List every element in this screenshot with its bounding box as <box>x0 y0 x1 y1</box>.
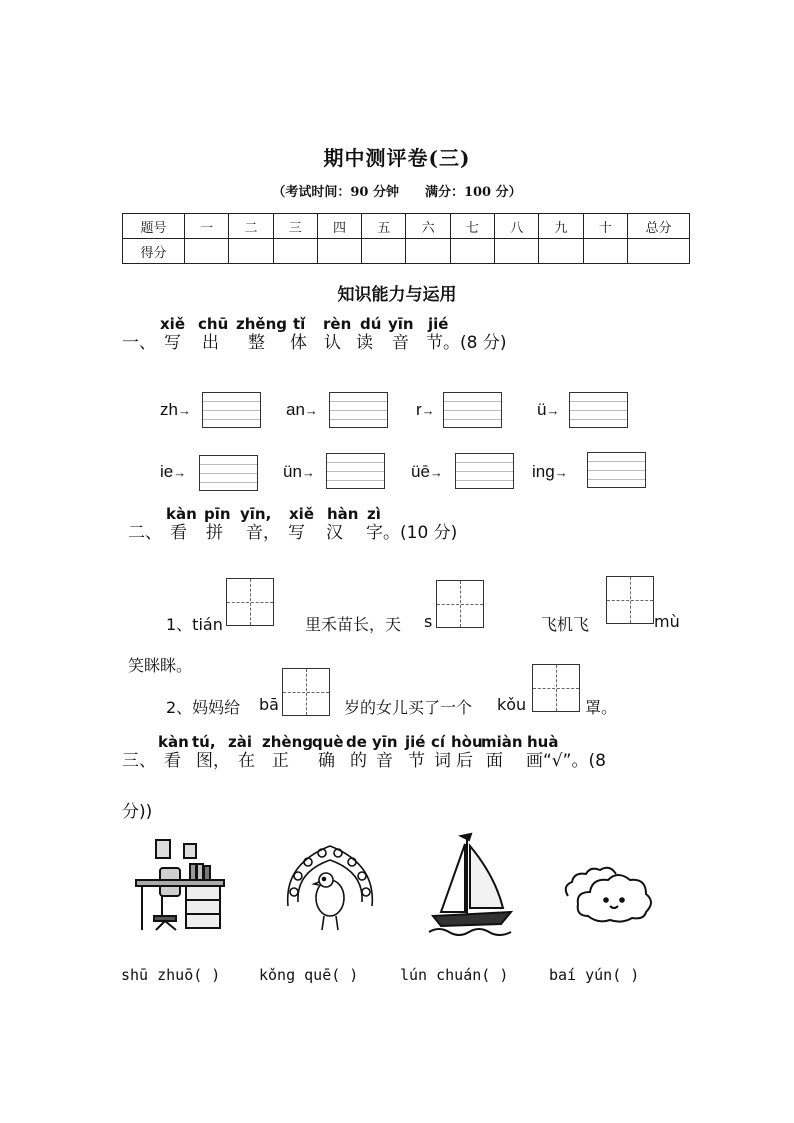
score-header-cell: 九 <box>539 214 583 239</box>
score-header-cell: 十 <box>583 214 627 239</box>
question-char: 字。(10 分) <box>366 523 458 543</box>
score-cell[interactable] <box>450 239 494 264</box>
question-number: 三、 <box>122 751 156 771</box>
writing-box[interactable] <box>455 453 514 489</box>
arrow-icon: → <box>429 464 443 480</box>
question-char: 拼 <box>206 523 223 543</box>
sailboat-illustration <box>425 832 515 940</box>
arrow-icon: → <box>173 464 187 480</box>
q2-line1-part-c: s <box>424 612 433 631</box>
question-char: 在 <box>238 751 255 771</box>
question-char: 节。(8 分) <box>426 333 507 353</box>
pinyin-syllable: pīn <box>204 505 231 523</box>
score-cell[interactable] <box>495 239 539 264</box>
question-char: 图， <box>196 751 230 771</box>
question-char: 的 <box>350 751 367 771</box>
pinyin-syllable: hàn <box>327 505 359 523</box>
writing-box[interactable] <box>443 392 502 428</box>
item-text: zh <box>160 400 178 419</box>
question-char: 正 <box>272 751 289 771</box>
pinyin-syllable: xiě <box>289 505 314 523</box>
exam-time: （考试时间：90 分钟 <box>272 185 399 200</box>
q2-line1-part-e: mù <box>654 612 680 631</box>
char-grid-box[interactable] <box>436 580 484 628</box>
pinyin-syllable: què <box>312 733 344 751</box>
desk-illustration <box>132 836 228 936</box>
page-title: 期中测评卷(三) <box>323 146 471 170</box>
question-char: 画“√”。(8 <box>526 751 606 771</box>
answer-label-ship[interactable]: lún chuán( ) <box>400 966 509 984</box>
question-char: 读 <box>356 333 373 353</box>
question-char: 整 <box>248 333 265 353</box>
pinyin-syllable: tú, <box>192 733 216 751</box>
item-text: üē <box>411 462 430 481</box>
writing-box[interactable] <box>587 452 646 488</box>
pinyin-syllable: yīn <box>388 315 414 333</box>
item-text: ie <box>160 462 174 481</box>
score-cell[interactable] <box>583 239 627 264</box>
answer-label-peacock[interactable]: kǒng quē( ) <box>259 966 359 984</box>
pinyin-syllable: kàn <box>158 733 189 751</box>
q2-line2-part-a: 2、妈妈给 <box>166 698 241 717</box>
item-text: ü <box>537 400 547 419</box>
section-heading: 知识能力与运用 <box>337 285 457 305</box>
question-number: 二、 <box>128 523 162 543</box>
peacock-illustration <box>280 836 380 936</box>
question-char: 写 <box>288 523 305 543</box>
q1-item-label <box>160 400 191 420</box>
q1-item-label <box>537 400 559 420</box>
score-header-cell: 题号 <box>123 214 185 239</box>
pinyin-syllable: cí <box>431 733 446 751</box>
score-header-cell: 三 <box>273 214 317 239</box>
item-text: ün <box>283 462 302 481</box>
arrow-icon: → <box>421 402 435 418</box>
question-char: 音， <box>246 523 280 543</box>
question-char: 体 <box>290 333 307 353</box>
exam-subtitle <box>0 181 794 200</box>
writing-box[interactable] <box>569 392 628 428</box>
score-cell[interactable] <box>273 239 317 264</box>
writing-box[interactable] <box>326 453 385 489</box>
answer-label-cloud[interactable]: baí yún( ) <box>549 966 640 984</box>
writing-box[interactable] <box>199 455 258 491</box>
pinyin-syllable: kàn <box>166 505 197 523</box>
pinyin-syllable: miàn <box>481 733 523 751</box>
question-char: 确 <box>318 751 335 771</box>
pinyin-syllable: chū <box>198 315 229 333</box>
q1-item-label <box>283 462 315 482</box>
q1-item-label <box>160 462 186 482</box>
question-char: 认 <box>324 333 341 353</box>
item-text: an <box>286 400 305 419</box>
arrow-icon: → <box>301 464 315 480</box>
score-cell[interactable] <box>628 239 690 264</box>
pinyin-syllable: tǐ <box>293 315 306 333</box>
pinyin-syllable: hòu <box>451 733 483 751</box>
pinyin-syllable: yīn <box>372 733 398 751</box>
cloud-illustration <box>560 862 656 928</box>
q2-line1-part-b: 里禾苗长，天 <box>305 615 402 634</box>
pinyin-syllable: jié <box>428 315 449 333</box>
q2-line2-part-c: 岁的女儿买了一个 <box>344 698 473 717</box>
q2-line1-part-a: 1、tián <box>166 615 223 634</box>
score-cell[interactable] <box>362 239 406 264</box>
score-cell[interactable] <box>185 239 229 264</box>
question-char: 后 <box>456 751 473 771</box>
arrow-icon: → <box>177 402 191 418</box>
pinyin-syllable: zhěng <box>236 315 287 333</box>
question-char: 词 <box>434 751 451 771</box>
score-table <box>122 213 690 264</box>
question-char: 出 <box>202 333 219 353</box>
q3-heading-continued: 分)) <box>122 802 153 822</box>
pinyin-syllable: rèn <box>323 315 352 333</box>
score-header-cell: 五 <box>362 214 406 239</box>
question-char: 音 <box>376 751 393 771</box>
char-grid-box[interactable] <box>226 578 274 626</box>
question-char: 面 <box>486 751 503 771</box>
question-char: 汉 <box>326 523 343 543</box>
score-header-cell: 七 <box>450 214 494 239</box>
arrow-icon: → <box>546 402 560 418</box>
score-header-cell: 二 <box>229 214 273 239</box>
pinyin-syllable: huà <box>527 733 559 751</box>
q2-line2-part-b: bā <box>259 695 279 714</box>
q1-item-label <box>532 462 568 482</box>
arrow-icon: → <box>304 402 318 418</box>
item-text: r <box>416 400 422 419</box>
question-number: 一、 <box>122 333 156 353</box>
exam-full-score: 满分：100 分） <box>424 185 522 200</box>
question-char: 写 <box>164 333 181 353</box>
writing-box[interactable] <box>329 392 388 428</box>
pinyin-syllable: zài <box>228 733 252 751</box>
pinyin-syllable: zhèng <box>262 733 313 751</box>
question-char: 音 <box>392 333 409 353</box>
score-header-cell: 四 <box>317 214 361 239</box>
score-header-cell: 八 <box>495 214 539 239</box>
q2-line2-part-e: 罩。 <box>585 698 618 717</box>
q1-heading <box>122 328 506 353</box>
q1-item-label <box>411 462 443 482</box>
pinyin-syllable: yīn, <box>240 505 272 523</box>
q2-line1-continued: 笑眯眯。 <box>128 656 193 675</box>
score-table-score-row <box>123 239 690 264</box>
q1-item-label <box>286 400 318 420</box>
score-header-cell: 一 <box>185 214 229 239</box>
pinyin-syllable: de <box>346 733 367 751</box>
score-cell[interactable] <box>406 239 450 264</box>
q2-line2-part-d: kǒu <box>497 695 527 714</box>
char-grid-box[interactable] <box>532 664 580 712</box>
writing-box[interactable] <box>202 392 261 428</box>
score-table-header-row <box>123 214 690 239</box>
answer-label-desk[interactable]: shū zhuō( ) <box>121 966 221 984</box>
question-char: 看 <box>164 751 181 771</box>
score-row-label: 得分 <box>123 239 185 264</box>
arrow-icon: → <box>554 464 568 480</box>
char-grid-box[interactable] <box>606 576 654 624</box>
question-char: 看 <box>170 523 187 543</box>
score-cell[interactable] <box>229 239 273 264</box>
q3-heading <box>122 746 606 771</box>
q2-line1-part-d: 飞机飞 <box>541 615 590 634</box>
pinyin-syllable: dú <box>360 315 382 333</box>
item-text: ing <box>532 462 555 481</box>
pinyin-syllable: xiě <box>160 315 185 333</box>
q2-heading <box>128 518 457 543</box>
score-header-cell: 六 <box>406 214 450 239</box>
score-cell[interactable] <box>317 239 361 264</box>
q1-item-label <box>416 400 435 420</box>
pinyin-syllable: jié <box>405 733 426 751</box>
pinyin-syllable: zì <box>367 505 381 523</box>
char-grid-box[interactable] <box>282 668 330 716</box>
score-header-cell: 总分 <box>628 214 690 239</box>
score-cell[interactable] <box>539 239 583 264</box>
question-char: 节 <box>408 751 425 771</box>
